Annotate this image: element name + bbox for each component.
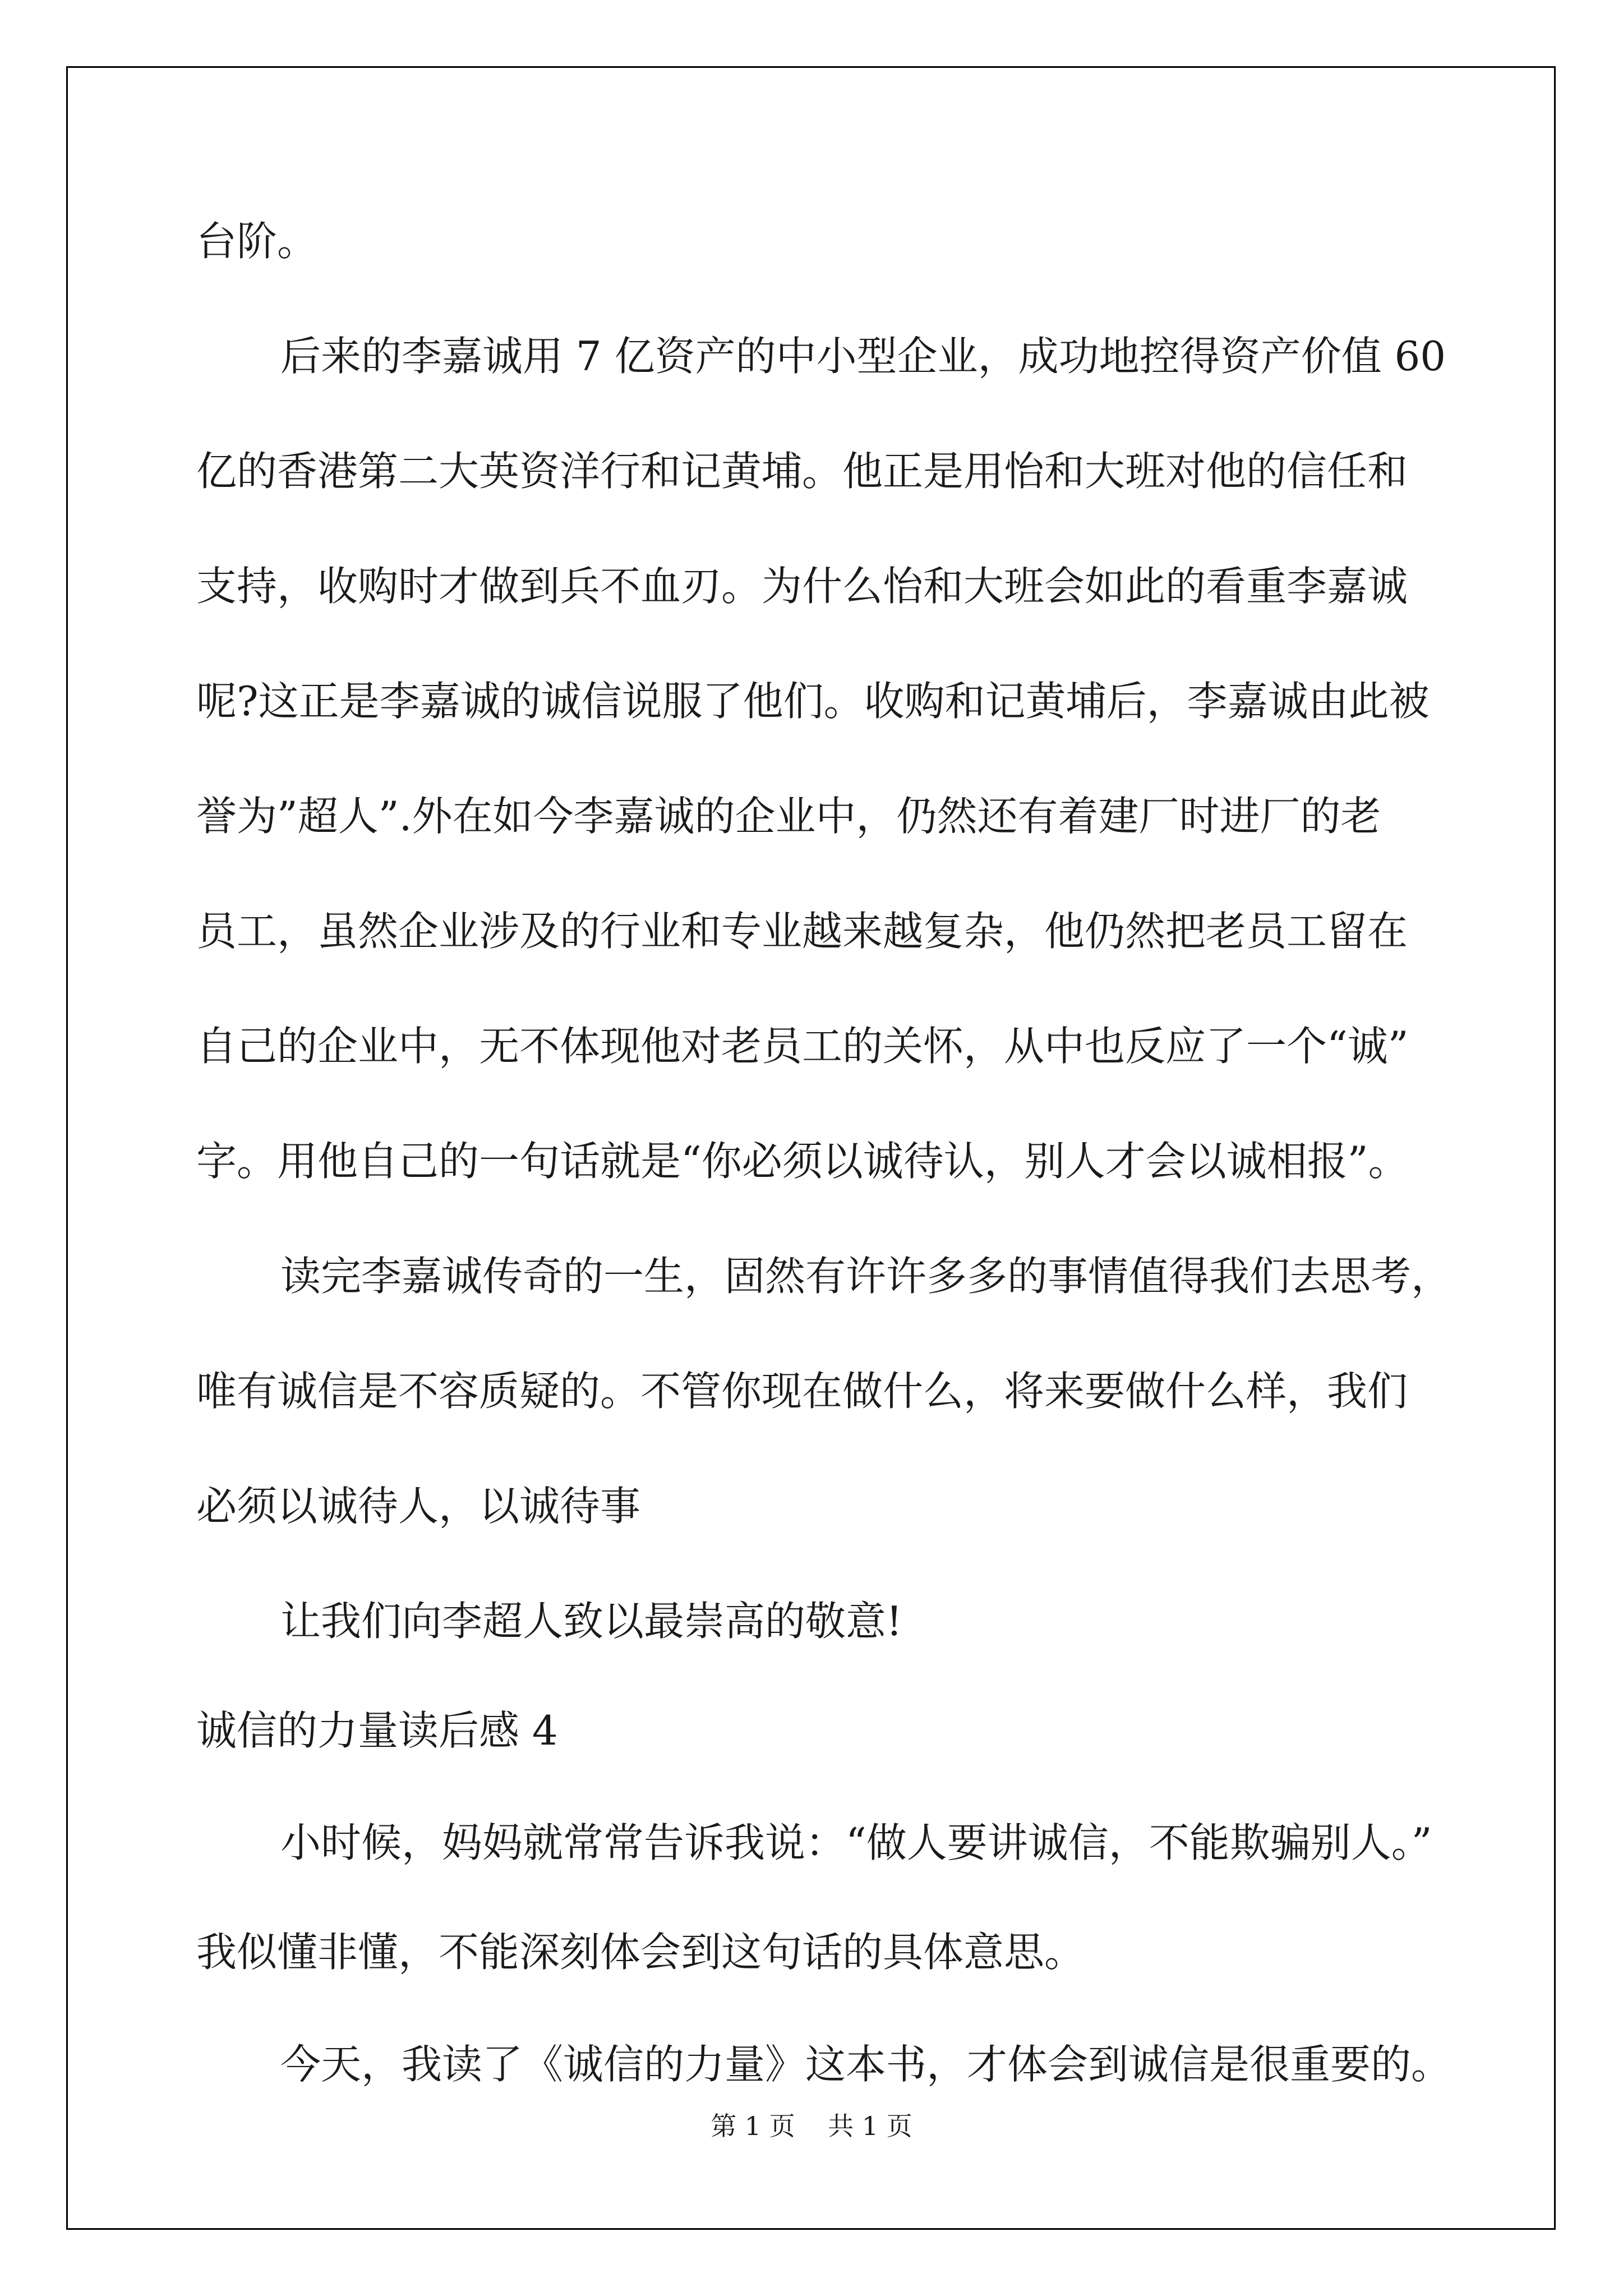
paragraph-start: 小时候，妈妈就常常告诉我说：“做人要讲诚信，不能欺骗别人。” bbox=[280, 1819, 1432, 1866]
text-line: 亿的香港第二大英资洋行和记黄埔。他正是用怡和大班对他的信任和 bbox=[196, 448, 1408, 495]
text-line: 员工，虽然企业涉及的行业和专业越来越复杂，他仍然把老员工留在 bbox=[196, 908, 1408, 955]
text-line: 我似懂非懂，不能深刻体会到这句话的具体意思。 bbox=[196, 1929, 1085, 1976]
text-line: 呢?这正是李嘉诚的诚信说服了他们。收购和记黄埔后，李嘉诚由此被 bbox=[196, 678, 1430, 725]
section-heading: 诚信的力量读后感 4 bbox=[196, 1707, 558, 1754]
text-line: 自己的企业中，无不体现他对老员工的关怀，从中也反应了一个“诚” bbox=[196, 1023, 1409, 1070]
paragraph-start: 后来的李嘉诚用 7 亿资产的中小型企业，成功地控得资产价值 60 bbox=[280, 333, 1446, 380]
text-line: 誉为”超人”.外在如今李嘉诚的企业中，仍然还有着建厂时进厂的老 bbox=[196, 793, 1381, 840]
text-line: 唯有诚信是不容质疑的。不管你现在做什么，将来要做什么样，我们 bbox=[196, 1368, 1408, 1415]
text-line: 必须以诚待人，以诚待事 bbox=[196, 1483, 641, 1530]
text-line: 支持，收购时才做到兵不血刃。为什么怡和大班会如此的看重李嘉诚 bbox=[196, 563, 1408, 610]
paragraph-start: 今天，我读了《诚信的力量》这本书，才体会到诚信是很重要的。 bbox=[280, 2041, 1452, 2088]
text-line: 台阶。 bbox=[196, 218, 318, 265]
text-line: 字。用他自己的一句话就是“你必须以诚待认，别人才会以诚相报”。 bbox=[196, 1138, 1409, 1185]
page-number-footer: 第 1 页 共 1 页 bbox=[711, 2111, 912, 2141]
paragraph-start: 读完李嘉诚传奇的一生，固然有许许多多的事情值得我们去思考， bbox=[280, 1253, 1452, 1300]
paragraph-start: 让我们向李超人致以最崇高的敬意! bbox=[280, 1598, 902, 1645]
